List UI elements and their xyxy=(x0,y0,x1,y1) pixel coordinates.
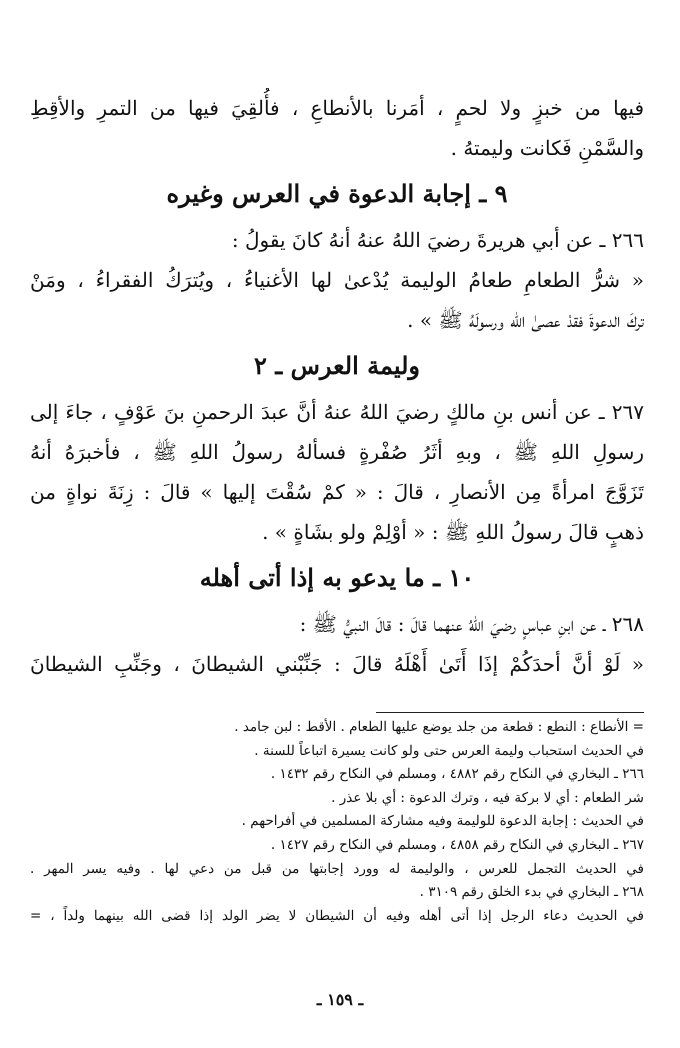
section-2-heading: وليمة العرس ـ ٢ xyxy=(254,351,420,380)
intro-line: فيها من خبزٍ ولا لحمٍ ، أمَرنا بالأنطاعِ ، فأُلقِيَ فيها من التمرِ والأقِطِ xyxy=(30,96,644,120)
hadith-266-line: تركَ الدعوةَ فقدْ عصىٰ الله ورسولَهُ ﷺ » . xyxy=(407,308,644,332)
footnote-line: في الحديث : إجابة الدعوة للوليمة وفيه مشاركة المسلمين في أفراحهم . xyxy=(241,813,644,830)
footnote-line: في الحديث دعاء الرجل إذا أتى أهله وفيه أن الشيطان لا يضر الولد إذا قضى الله بينهما ولداً ، = xyxy=(30,907,644,924)
footnotes xyxy=(30,716,644,928)
hadith-268-line: « لَوْ أنَّ أحدَكُمْ إذَا أَتَىٰ أَهْلَهُ قالَ : جَنِّبْني الشيطانَ ، وجَنِّبِ الشيطانَ xyxy=(30,652,644,676)
section-9-heading: ٩ ـ إجابة الدعوة في العرس وغيره xyxy=(166,179,508,208)
footnote-line: شر الطعام : أي لا بركة فيه ، وترك الدعوة : أي بلا عذر . xyxy=(331,789,644,806)
footnote-separator xyxy=(376,712,644,713)
hadith-267-line: تَزَوَّجَ امرأةً مِن الأنصارِ ، قالَ : « كمْ سُقْتَ إليها » قالَ : زِنَةَ نواةٍ من xyxy=(30,480,644,504)
hadith-267-line: ٢٦٧ ـ عن أنس بنِ مالكٍ رضيَ اللهُ عنهُ أنَّ عبدَ الرحمنِ بنَ عَوْفٍ ، جاءَ إلى xyxy=(30,400,644,424)
hadith-267-line: رسولِ اللهِ ﷺ ، وبهِ أثَرُ صُفْرةٍ فسألهُ رسولُ اللهِ ﷺ ، فأخبرَهُ أنهُ xyxy=(30,440,644,464)
hadith-268-line: ٢٦٨ ـ عن ابنِ عباسٍ رضيَ اللهُ عنهما قالَ : قالَ النبيُّ ﷺ : xyxy=(299,612,644,636)
footnote-line: ٢٦٧ ـ البخاري في النكاح رقم ٤٨٥٨ ، ومسلم في النكاح رقم ١٤٢٧ . xyxy=(270,836,644,853)
hadith-266-line: ٢٦٦ ـ عن أبي هريرةَ رضيَ اللهُ عنهُ أنهُ كانَ يقولُ : xyxy=(231,228,644,252)
footnote-line: في الحديث استحباب وليمة العرس حتى ولو كانت يسيرة اتباعاً للسنة . xyxy=(254,742,644,759)
section-10-heading: ١٠ ـ ما يدعو به إذا أتى أهله xyxy=(199,563,475,592)
hadith-267-line: ذهبٍ قالَ رسولُ اللهِ ﷺ : « أوْلِمْ ولو بشَاةٍ » . xyxy=(262,520,644,544)
page-number: ـ ١٥٩ ـ xyxy=(316,990,364,1009)
footnote-line: = الأنطاع : النطع : قطعة من جلد يوضع عليها الطعام . الأقط : لبن جامد . xyxy=(234,719,644,735)
footnote-line: في الحديث التجمل للعرس ، والوليمة له وورد إجابتها من قبل من دعي لها . وفيه يسر المهر . xyxy=(30,860,644,877)
hadith-266-line: « شرُّ الطعامِ طعامُ الوليمة يُدْعىٰ لها الأغنياءُ ، ويُترَكُ الفقراءُ ، ومَنْ xyxy=(30,268,644,292)
footnote-line: ٢٦٦ ـ البخاري في النكاح رقم ٤٨٨٢ ، ومسلم في النكاح رقم ١٤٣٢ . xyxy=(270,766,644,783)
intro-line: والسَّمْنِ فَكانت وليمتهُ . xyxy=(450,136,644,160)
footnote-line: ٢٦٨ ـ البخاري في بدء الخلق رقم ٣١٠٩ . xyxy=(419,884,644,901)
